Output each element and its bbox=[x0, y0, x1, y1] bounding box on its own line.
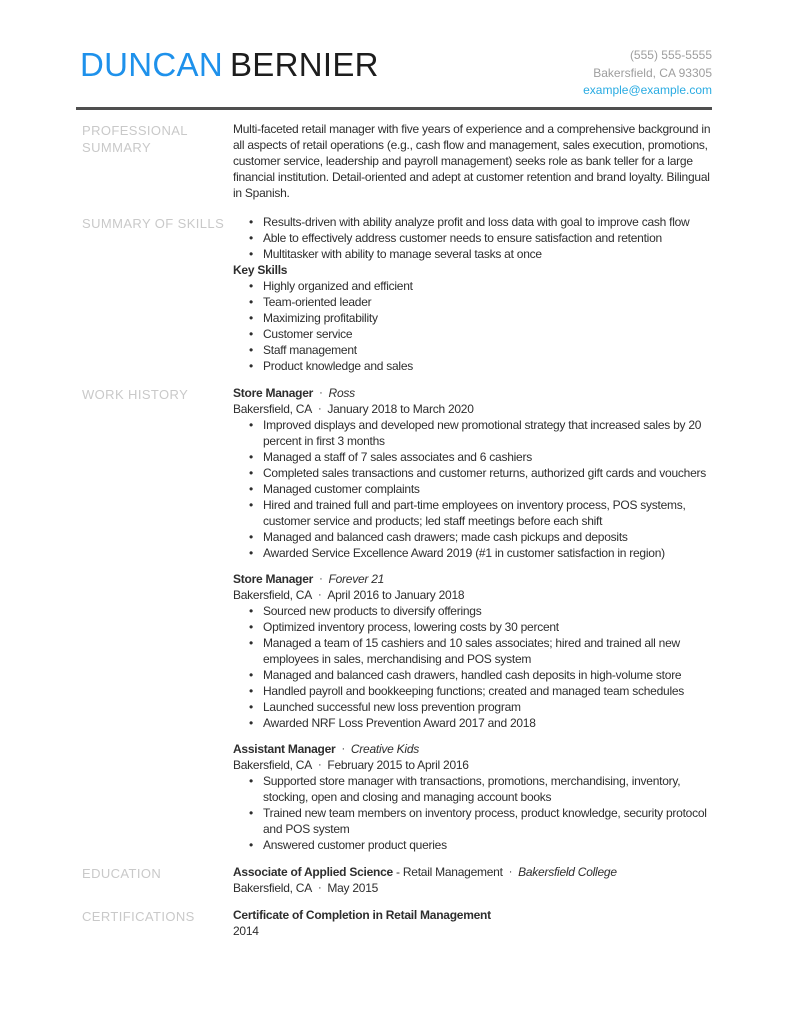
job-bullet: • Handled payroll and bookkeeping functions; created and managed team schedules bbox=[233, 683, 712, 699]
section-label-certifications: CERTIFICATIONS bbox=[82, 909, 195, 924]
professional-summary-content bbox=[233, 121, 712, 203]
job-location-line bbox=[233, 757, 712, 773]
resume-header bbox=[80, 0, 712, 97]
key-skill-item: • Staff management bbox=[233, 342, 712, 358]
summary-text: Multi-faceted retail manager with five years of experience and a comprehensive background in all aspects of retail operations (e.g., cash flow and management, sales execution, promotions, customer service, leadership and payroll management) seeks role as bank teller for a large financial institution. Detail-oriented and adept at customer retention and brand loyalty. Bilingual in Spanish. bbox=[233, 122, 711, 200]
education-date: May 2015 bbox=[327, 881, 379, 895]
education-content bbox=[233, 864, 712, 896]
job-location: Bakersfield, CA bbox=[233, 758, 312, 772]
key-skill-item: • Customer service bbox=[233, 326, 712, 342]
job-bullet-list bbox=[233, 417, 712, 561]
job-dates: April 2016 to January 2018 bbox=[327, 588, 465, 602]
dot-separator: · bbox=[319, 387, 323, 399]
job-bullet: • Improved displays and developed new promotional strategy that increased sales by 20 percent in first 3 months bbox=[233, 417, 712, 449]
dot-separator: · bbox=[317, 403, 322, 415]
section-work-history bbox=[82, 385, 712, 853]
job-entry bbox=[233, 571, 712, 731]
job-bullet: • Awarded Service Excellence Award 2019 (#1 in customer satisfaction in region) bbox=[233, 545, 712, 561]
job-bullet: • Managed customer complaints bbox=[233, 481, 712, 497]
section-label-professional-summary: PROFESSIONAL SUMMARY bbox=[82, 123, 188, 155]
contact-address: Bakersfield, CA 93305 bbox=[593, 65, 712, 80]
key-skill-item: • Product knowledge and sales bbox=[233, 358, 712, 374]
job-title-line bbox=[233, 571, 712, 587]
job-bullet: • Awarded NRF Loss Prevention Award 2017 and 2018 bbox=[233, 715, 712, 731]
dot-separator: · bbox=[319, 573, 323, 585]
first-name: DUNCAN bbox=[80, 46, 223, 83]
section-label-summary-of-skills: SUMMARY OF SKILLS bbox=[82, 216, 225, 231]
job-company: Forever 21 bbox=[328, 572, 385, 586]
education-degree-line bbox=[233, 864, 712, 880]
degree-program: - Retail Management bbox=[396, 865, 503, 879]
last-name: BERNIER bbox=[229, 46, 379, 83]
job-location: Bakersfield, CA bbox=[233, 402, 312, 416]
key-skill-item: • Highly organized and efficient bbox=[233, 278, 712, 294]
section-label-education: EDUCATION bbox=[82, 866, 162, 881]
skill-bullet: • Results-driven with ability analyze profit and loss data with goal to improve cash flow bbox=[233, 214, 712, 230]
dot-separator: · bbox=[317, 589, 322, 601]
job-title-line bbox=[233, 741, 712, 757]
degree-name: Associate of Applied Science bbox=[233, 865, 393, 879]
job-bullet: • Launched successful new loss prevention program bbox=[233, 699, 712, 715]
work-history-content bbox=[233, 385, 712, 853]
job-title: Store Manager bbox=[233, 386, 314, 400]
phone-number: (555) 555-5555 bbox=[629, 48, 712, 62]
job-bullet: • Trained new team members on inventory process, product knowledge, security protocol and POS system bbox=[233, 805, 712, 837]
job-bullet: • Hired and trained full and part-time employees on inventory process, POS systems, customer service and products; led staff meetings before each shift bbox=[233, 497, 712, 529]
education-location-line bbox=[233, 880, 712, 896]
skills-bullet-list bbox=[233, 214, 712, 262]
job-title-line bbox=[233, 385, 712, 401]
job-bullet: • Managed a staff of 7 sales associates and 6 cashiers bbox=[233, 449, 712, 465]
school-name: Bakersfield College bbox=[518, 865, 617, 879]
key-skill-item: • Team-oriented leader bbox=[233, 294, 712, 310]
resume-body bbox=[82, 121, 712, 939]
job-bullet: • Optimized inventory process, lowering costs by 30 percent bbox=[233, 619, 712, 635]
dot-separator: · bbox=[317, 759, 322, 771]
job-bullet: • Managed and balanced cash drawers, handled cash deposits in high-volume store bbox=[233, 667, 712, 683]
job-company: Creative Kids bbox=[350, 742, 419, 756]
skills-content bbox=[233, 214, 712, 374]
key-skills-heading: Key Skills bbox=[233, 263, 288, 277]
job-entry bbox=[233, 741, 712, 853]
dot-separator: · bbox=[341, 743, 345, 755]
job-company: Ross bbox=[328, 386, 355, 400]
section-summary-of-skills bbox=[82, 214, 712, 374]
job-dates: January 2018 to March 2020 bbox=[327, 402, 474, 416]
job-bullet-list bbox=[233, 603, 712, 731]
dot-separator: · bbox=[317, 882, 322, 894]
job-bullet: • Managed a team of 15 cashiers and 10 sales associates; hired and trained all new employees in sales, merchandising and POS system bbox=[233, 635, 712, 667]
certification-year: 2014 bbox=[233, 924, 259, 938]
job-bullet: • Sourced new products to diversify offerings bbox=[233, 603, 712, 619]
job-location: Bakersfield, CA bbox=[233, 588, 312, 602]
dot-separator: · bbox=[508, 866, 513, 878]
job-location-line bbox=[233, 401, 712, 417]
header-divider bbox=[76, 107, 712, 110]
email-link[interactable]: example@example.com bbox=[583, 83, 712, 97]
skill-bullet: • Multitasker with ability to manage several tasks at once bbox=[233, 246, 712, 262]
key-skills-list bbox=[233, 278, 712, 374]
job-entry bbox=[233, 385, 712, 561]
job-bullet-list bbox=[233, 773, 712, 853]
job-bullet: • Answered customer product queries bbox=[233, 837, 712, 853]
job-bullet: • Managed and balanced cash drawers; made cash pickups and deposits bbox=[233, 529, 712, 545]
job-bullet: • Completed sales transactions and customer returns, authorized gift cards and vouchers bbox=[233, 465, 712, 481]
certifications-content bbox=[233, 907, 712, 939]
job-location-line bbox=[233, 587, 712, 603]
certification-title: Certificate of Completion in Retail Management bbox=[233, 908, 491, 922]
job-title: Assistant Manager bbox=[233, 742, 336, 756]
section-education bbox=[82, 864, 712, 896]
section-certifications bbox=[82, 907, 712, 939]
job-bullet: • Supported store manager with transactions, promotions, merchandising, inventory, stocking, open and closing and managing account books bbox=[233, 773, 712, 805]
skill-bullet: • Able to effectively address customer needs to ensure satisfaction and retention bbox=[233, 230, 712, 246]
section-label-work-history: WORK HISTORY bbox=[82, 387, 189, 402]
education-location: Bakersfield, CA bbox=[233, 881, 312, 895]
section-professional-summary bbox=[82, 121, 712, 203]
key-skill-item: • Maximizing profitability bbox=[233, 310, 712, 326]
job-title: Store Manager bbox=[233, 572, 314, 586]
contact-info bbox=[583, 47, 712, 100]
job-dates: February 2015 to April 2016 bbox=[327, 758, 469, 772]
